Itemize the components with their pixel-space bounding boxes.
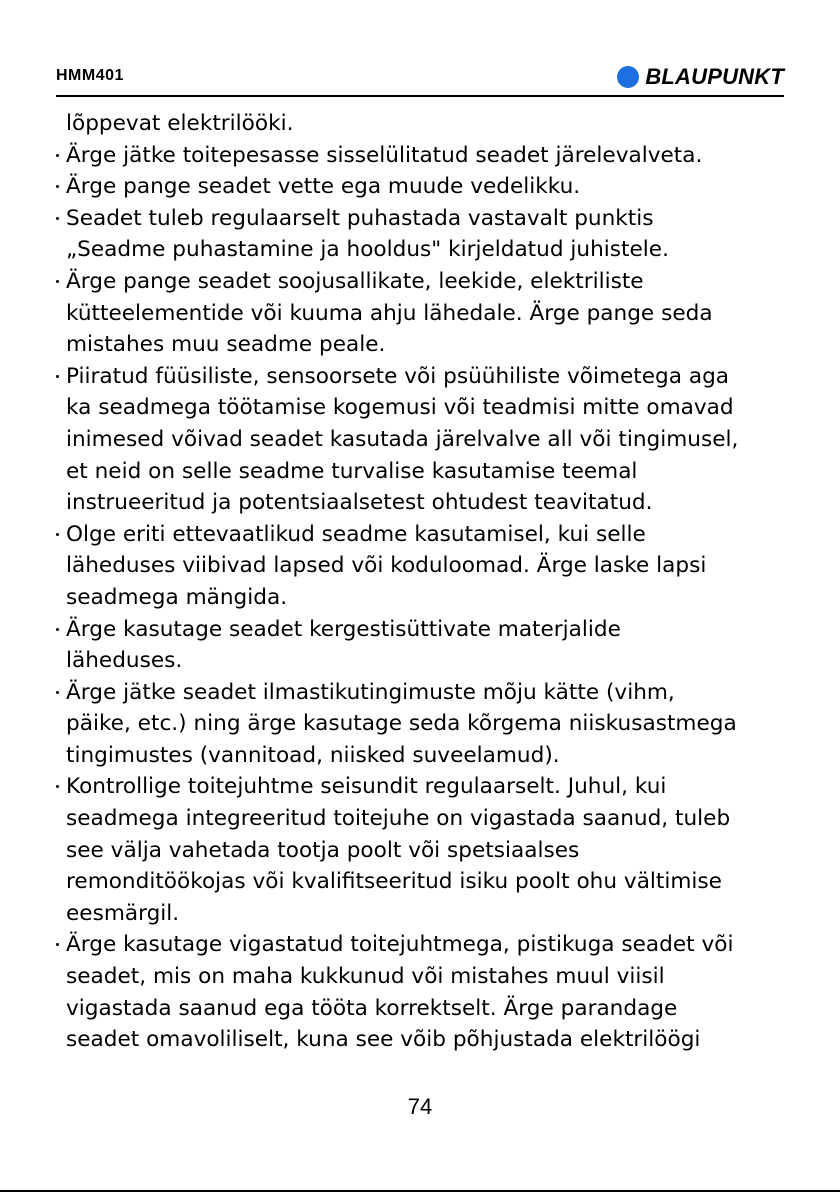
line-text: päike, etc.) ning ärge kasutage seda kõrgema niiskusastmega bbox=[66, 711, 737, 737]
bullet-item-line bbox=[56, 929, 796, 961]
line-text: vigastada saanud ega tööta korrektselt. Ärge parandage bbox=[66, 995, 678, 1021]
text-line bbox=[56, 550, 796, 582]
line-text: tingimustes (vannitoad, niisked suveelamud). bbox=[66, 742, 560, 768]
text-line bbox=[56, 582, 796, 614]
page-number: 74 bbox=[407, 1094, 433, 1119]
line-text: et neid on selle seadme turvalise kasutamise teemal bbox=[66, 458, 638, 484]
line-text: lõppevat elektrilööki. bbox=[66, 111, 294, 136]
line-text: Ärge pange seadet vette ega muude vedelikku. bbox=[66, 174, 581, 200]
page-header bbox=[56, 56, 784, 98]
bullet-icon bbox=[56, 185, 59, 188]
bullet-item-line bbox=[56, 171, 796, 203]
line-text: eesmärgil. bbox=[66, 900, 180, 926]
text-line bbox=[56, 708, 796, 740]
line-text: Kontrollige toitejuhtme seisundit regulaarselt. Juhul, kui bbox=[66, 774, 667, 800]
text-line bbox=[56, 835, 796, 867]
brand-logo bbox=[617, 64, 784, 90]
line-text: seadmega mängida. bbox=[66, 584, 288, 610]
text-line bbox=[56, 740, 796, 772]
line-text: Ärge kasutage seadet kergestisüttivate materjalide bbox=[66, 616, 621, 642]
text-line bbox=[56, 487, 796, 519]
line-text: remonditöökojas või kvalifitseeritud isiku poolt ohu vältimise bbox=[66, 869, 722, 895]
bullet-icon bbox=[56, 943, 59, 946]
bullet-icon bbox=[56, 217, 59, 220]
line-text: Ärge pange seadet soojusallikate, leekide, elektriliste bbox=[66, 268, 644, 294]
bullet-item-line bbox=[56, 203, 796, 235]
text-line bbox=[56, 298, 796, 330]
bullet-icon bbox=[56, 691, 59, 694]
line-text: seadet, mis on maha kukkunud või mistahes muul viisil bbox=[66, 964, 665, 990]
bullet-icon bbox=[56, 628, 59, 631]
line-text: kütteelementide või kuuma ahju lähedale. Ärge pange seda bbox=[66, 300, 713, 326]
text-line bbox=[56, 234, 796, 266]
text-line bbox=[56, 456, 796, 488]
bullet-item-line bbox=[56, 614, 796, 646]
line-text: instrueeritud ja potentsiaalsetest ohtudest teavitatud. bbox=[66, 490, 653, 516]
line-text: Olge eriti ettevaatlikud seadme kasutamisel, kui selle bbox=[66, 521, 646, 547]
text-line bbox=[56, 898, 796, 930]
line-text: ka seadmega töötamise kogemusi või teadmisi mitte omavad bbox=[66, 395, 734, 421]
bullet-item-line bbox=[56, 361, 796, 393]
line-text: Ärge jätke toitepesasse sisselülitatud seadet järelevalveta. bbox=[66, 142, 703, 168]
bullet-item-line bbox=[56, 519, 796, 551]
model-number: HMM401 bbox=[56, 67, 124, 84]
line-text: seadmega integreeritud toitejuhe on vigastada saanud, tuleb bbox=[66, 806, 731, 832]
line-text: Piiratud füüsiliste, sensoorsete või psüühiliste võimetega aga bbox=[66, 363, 730, 389]
line-text: seadet omavoliliselt, kuna see võib põhjustada elektrilöögi bbox=[66, 1027, 701, 1053]
brand-dot-icon bbox=[617, 66, 639, 88]
text-line bbox=[56, 993, 796, 1025]
line-text: Ärge kasutage vigastatud toitejuhtmega, pistikuga seadet või bbox=[66, 932, 734, 958]
text-line bbox=[56, 108, 796, 140]
bullet-item-line bbox=[56, 266, 796, 298]
bullet-icon bbox=[56, 785, 59, 788]
text-line bbox=[56, 961, 796, 993]
bullet-item-line bbox=[56, 771, 796, 803]
line-text: inimesed võivad seadet kasutada järelvalve all või tingimusel, bbox=[66, 426, 739, 452]
text-line bbox=[56, 392, 796, 424]
line-text: „Seadme puhastamine ja hooldus" kirjeldatud juhistele. bbox=[66, 237, 669, 263]
line-text: läheduses. bbox=[66, 648, 183, 674]
text-line bbox=[56, 424, 796, 456]
bullet-icon bbox=[56, 154, 59, 157]
bullet-icon bbox=[56, 375, 59, 378]
line-text: mistahes muu seadme peale. bbox=[66, 332, 386, 358]
line-text: Seadet tuleb regulaarselt puhastada vastavalt punktis bbox=[66, 205, 654, 231]
bullet-icon bbox=[56, 533, 59, 536]
text-line bbox=[56, 1024, 796, 1056]
line-text: see välja vahetada tootja poolt või spetsiaalses bbox=[66, 837, 580, 863]
text-line bbox=[56, 866, 796, 898]
manual-text bbox=[56, 108, 796, 1056]
text-line bbox=[56, 645, 796, 677]
text-line bbox=[56, 803, 796, 835]
line-text: Ärge jätke seadet ilmastikutingimuste mõju kätte (vihm, bbox=[66, 679, 675, 705]
header-divider bbox=[56, 95, 784, 97]
bullet-icon bbox=[56, 280, 59, 283]
bullet-item-line bbox=[56, 677, 796, 709]
bullet-item-line bbox=[56, 140, 796, 172]
text-line bbox=[56, 329, 796, 361]
brand-name: BLAUPUNKT bbox=[645, 64, 784, 89]
line-text: läheduses viibivad lapsed või koduloomad. Ärge laske lapsi bbox=[66, 553, 707, 579]
